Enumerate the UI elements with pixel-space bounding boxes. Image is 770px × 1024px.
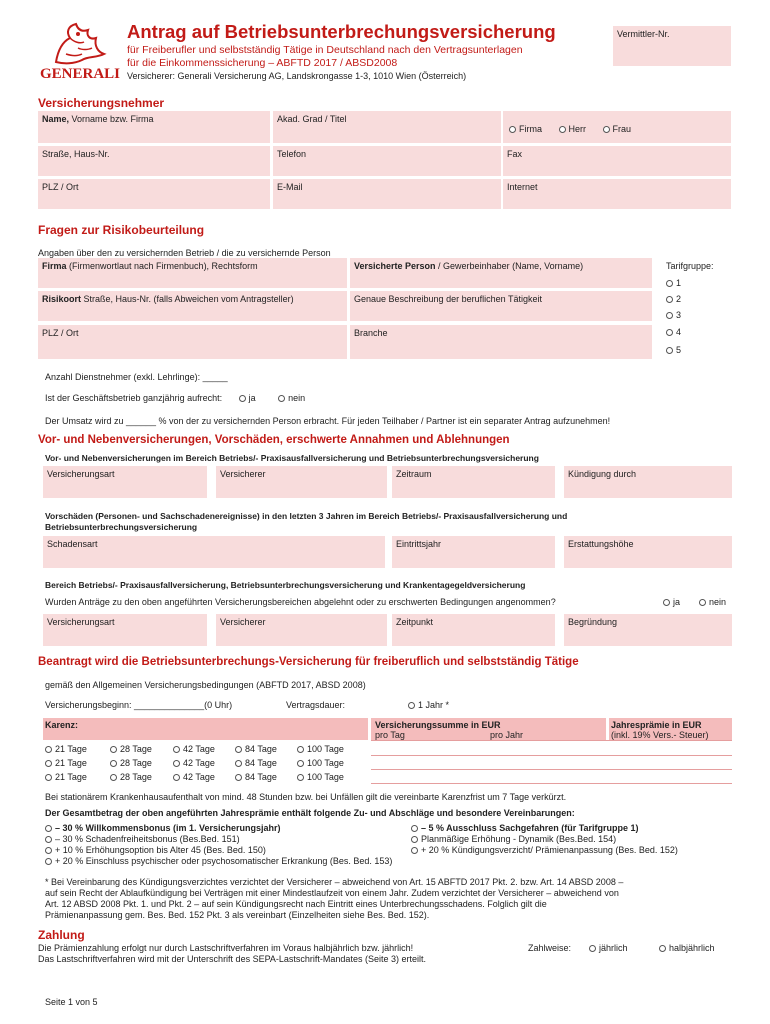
vv3-versicherer-field[interactable]: Versicherer xyxy=(216,614,387,646)
tarifgruppe-label: Tarifgruppe: xyxy=(666,261,714,271)
vv-sub1: Vor- und Nebenversicherungen im Bereich Betriebs/- Praxisausfallversicherung und Betriebsunterbrechungsversicherung xyxy=(45,453,539,463)
vv1-kuendigung-field[interactable]: Kündigung durch xyxy=(564,466,732,498)
karenz-row-2 xyxy=(45,758,344,768)
page-number: Seite 1 von 5 xyxy=(45,997,98,1007)
zahlweise-jaehrlich-radio[interactable]: jährlich xyxy=(589,943,628,953)
karenz-opt[interactable]: 28 Tage xyxy=(110,772,152,782)
stationaer-note: Bei stationärem Krankenhausaufenthalt von mind. 48 Stunden bzw. bei Unfällen gilt die vereinbarte Karenzfrist um 7 Tage verkürzt. xyxy=(45,792,567,802)
footnote-line-4: Prämienanpassung gem. Bes. Bed. 152 Pkt. 3 als vereinbart (Einzelheiten siehe Bes. Bed. 152). xyxy=(45,910,430,920)
footnote-line-1: * Bei Vereinbarung des Kündigungsverzichtes verzichtet der Versicherer – abweichend von Art. 15 ABFTD 2017 Pkt. 2. bzw. Art. 14 ABSD 2008 – xyxy=(45,877,624,887)
vs-header: Versicherungssumme in EUR pro Tag pro Jahr xyxy=(371,718,606,740)
vv-sub2-line1: Vorschäden (Personen- und Sachschadenereignisse) in den letzten 3 Jahren im Bereich Betriebs/- Praxisausfallversicherung und xyxy=(45,511,568,521)
karenz-opt[interactable]: 100 Tage xyxy=(297,772,344,782)
versicherte-person-field[interactable]: Versicherte Person / Gewerbeinhaber (Name, Vorname) xyxy=(350,258,652,288)
vv-sub3: Bereich Betriebs/- Praxisausfallversicherung, Betriebsunterbrechungsversicherung und Krankentagegeldversicherung xyxy=(45,580,526,590)
karenz-opt[interactable]: 84 Tage xyxy=(235,772,277,782)
vertragsdauer-label: Vertragsdauer: xyxy=(286,700,346,710)
gesamtbetrag-note: Der Gesamtbetrag der oben angeführten Jahresprämie enthält folgende Zu- und Abschläge und besondere Vereinbarungen: xyxy=(45,808,575,818)
karenz-row-3 xyxy=(45,772,344,782)
anrede-firma-radio[interactable]: Firma xyxy=(509,124,542,134)
beschreibung-field[interactable]: Genaue Beschreibung der beruflichen Tätigkeit xyxy=(350,291,652,321)
section-heading-risiko: Fragen zur Risikobeurteilung xyxy=(38,223,205,237)
name-label-bold: Name, xyxy=(42,114,70,124)
karenz-header: Karenz: xyxy=(43,718,368,740)
internet-field[interactable] xyxy=(503,179,731,209)
karenz-opt[interactable]: 42 Tage xyxy=(173,772,215,782)
insurer-line: Versicherer: Generali Versicherung AG, Landskrongasse 1-3, 1010 Wien (Österreich) xyxy=(127,71,467,81)
vv-sub2-line2: Betriebsunterbrechungsversicherung xyxy=(45,522,198,532)
ein-jahr-radio[interactable]: 1 Jahr * xyxy=(408,700,449,710)
footnote-line-3: Art. 12 ABSD 2008 Pkt. 1. und Pkt. 2 – auf sein Kündigungsrecht nach Eintritt eines Unterbrechungsschadens. Folglich gilt die xyxy=(45,899,547,909)
zuschlag-opt-right-3[interactable]: + 20 % Kündigungsverzicht/ Prämienanpassung (Bes. Bed. 152) xyxy=(411,845,678,855)
anrede-herr-radio[interactable]: Herr xyxy=(559,124,587,134)
jp-header: Jahresprämie in EUR (inkl. 19% Vers.- Steuer) xyxy=(609,718,732,740)
generali-logo xyxy=(38,22,120,84)
karenz-opt[interactable]: 100 Tage xyxy=(297,758,344,768)
fax-field[interactable] xyxy=(503,146,731,176)
anrede-field xyxy=(503,111,731,143)
ganzjaehrig-row: Ist der Geschäftsbetrieb ganzjährig aufrecht: ja nein xyxy=(45,393,306,403)
vv1-versicherungsart-field[interactable]: Versicherungsart xyxy=(43,466,207,498)
vermittler-label: Vermittler-Nr. xyxy=(617,29,670,39)
zahlweise-halbjaehrlich-radio[interactable]: halbjährlich xyxy=(659,943,715,953)
ablehnung-question-row: Wurden Anträge zu den oben angeführten Versicherungsbereichen abgelehnt oder zu erschwerten Bedingungen angenommen? ja nein xyxy=(45,597,727,607)
risiko-plz-ort-field[interactable]: PLZ / Ort xyxy=(38,325,347,359)
ablehnung-nein-radio[interactable]: nein xyxy=(699,597,726,607)
plz-ort-field[interactable] xyxy=(38,179,270,209)
section-heading-vorversicherungen: Vor- und Nebenversicherungen, Vorschäden, erschwerte Annahmen und Ablehnungen xyxy=(38,434,510,446)
karenz-opt[interactable]: 42 Tage xyxy=(173,744,215,754)
erstattungshoehe-field[interactable]: Erstattungshöhe xyxy=(564,536,732,568)
fax-label: Fax xyxy=(507,149,523,159)
name-label-rest: Vorname bzw. Firma xyxy=(69,114,154,124)
tarif-radio-4[interactable]: 4 xyxy=(666,327,681,337)
subtitle-line-2: für die Einkommenssicherung – ABFTD 2017 / ABSD2008 xyxy=(127,57,398,69)
schadensart-field[interactable]: Schadensart xyxy=(43,536,385,568)
karenz-opt[interactable]: 84 Tage xyxy=(235,758,277,768)
karenz-opt[interactable]: 28 Tage xyxy=(110,758,152,768)
karenz-opt[interactable]: 100 Tage xyxy=(297,744,344,754)
ganzjaehrig-nein-radio[interactable]: nein xyxy=(278,393,305,403)
telefon-label: Telefon xyxy=(277,149,307,159)
ablehnung-ja-radio[interactable]: ja xyxy=(663,597,680,607)
umsatz-row[interactable]: Der Umsatz wird zu ______ % von der zu versichernden Person erbracht. Für jeden Teilhaber / Partner ist ein separater Antrag aufzunehmen! xyxy=(45,416,611,426)
vv3-begruendung-field[interactable]: Begründung xyxy=(564,614,732,646)
firma-field[interactable]: Firma (Firmenwortlaut nach Firmenbuch), Rechtsform xyxy=(38,258,347,288)
risikoort-field[interactable]: Risikoort Straße, Haus-Nr. (falls Abweichen vom Antragsteller) xyxy=(38,291,347,321)
karenz-opt[interactable]: 21 Tage xyxy=(45,744,87,754)
branche-field[interactable]: Branche xyxy=(350,325,652,359)
karenz-opt[interactable]: 84 Tage xyxy=(235,744,277,754)
karenz-opt[interactable]: 21 Tage xyxy=(45,772,87,782)
tarif-radio-2[interactable]: 2 xyxy=(666,294,681,304)
vermittler-field[interactable] xyxy=(613,26,731,66)
karenz-opt[interactable]: 21 Tage xyxy=(45,758,87,768)
akad-grad-label: Akad. Grad / Titel xyxy=(277,114,347,124)
zuschlag-opt-left-2[interactable]: – 30 % Schadenfreiheitsbonus (Bes.Bed. 151) xyxy=(45,834,240,844)
karenz-row-1 xyxy=(45,744,344,754)
section-heading-beantragt: Beantragt wird die Betriebsunterbrechungs-Versicherung für freiberuflich und selbstständig Tätige xyxy=(38,656,579,668)
zuschlag-opt-right-1[interactable]: – 5 % Ausschluss Sachgefahren (für Tarifgruppe 1) xyxy=(411,823,639,833)
strasse-label: Straße, Haus-Nr. xyxy=(42,149,110,159)
footnote-line-2: auf sein Recht der Ablaufkündigung bei Verträgen mit einer Mindestlaufzeit von einem Jahr. Zudem verzichtet der Versicherer – abweichend von xyxy=(45,888,619,898)
logo-wordmark: GENERALI xyxy=(40,66,121,82)
email-label: E-Mail xyxy=(277,182,303,192)
strasse-field[interactable] xyxy=(38,146,270,176)
versicherungsbeginn-row[interactable]: Versicherungsbeginn: ______________(0 Uhr) xyxy=(45,700,233,710)
zuschlag-opt-right-2[interactable]: Planmäßige Erhöhung - Dynamik (Bes.Bed. 154) xyxy=(411,834,616,844)
karenz-opt[interactable]: 28 Tage xyxy=(110,744,152,754)
dienstnehmer-row[interactable]: Anzahl Dienstnehmer (exkl. Lehrlinge): _____ xyxy=(45,372,228,382)
page-title: Antrag auf Betriebsunterbrechungsversicherung xyxy=(127,21,556,42)
risiko-intro: Angaben über den zu versichernden Betrieb / die zu versichernde Person xyxy=(38,248,331,258)
section-heading-versicherungsnehmer: Versicherungsnehmer xyxy=(38,96,165,110)
vv1-versicherer-field[interactable]: Versicherer xyxy=(216,466,387,498)
tarif-radio-1[interactable]: 1 xyxy=(666,278,681,288)
lion-logo-icon xyxy=(48,22,108,66)
gemaess-line: gemäß den Allgemeinen Versicherungsbedingungen (ABFTD 2017, ABSD 2008) xyxy=(45,680,366,690)
telefon-field[interactable] xyxy=(273,146,501,176)
zahlweise-label: Zahlweise: xyxy=(528,943,572,953)
karenz-opt[interactable]: 42 Tage xyxy=(173,758,215,768)
vv1-zeitraum-field[interactable]: Zeitraum xyxy=(392,466,555,498)
anrede-frau-radio[interactable]: Frau xyxy=(603,124,632,134)
vv3-zeitpunkt-field[interactable]: Zeitpunkt xyxy=(392,614,555,646)
zuschlag-opt-left-4[interactable]: + 20 % Einschluss psychischer oder psychosomatischer Erkrankung (Bes. Bed. 153) xyxy=(45,856,392,866)
zuschlag-opt-left-3[interactable]: + 10 % Erhöhungsoption bis Alter 45 (Bes. Bed. 150) xyxy=(45,845,266,855)
name-field[interactable] xyxy=(38,111,270,143)
plz-ort-label: PLZ / Ort xyxy=(42,182,79,192)
zahlung-line-1: Die Prämienzahlung erfolgt nur durch Lastschriftverfahren im Voraus halbjährlich bzw. jährlich! xyxy=(38,943,414,953)
zahlung-line-2: Das Lastschriftverfahren wird mit der Unterschrift des SEPA-Lastschrift-Mandates (Seite 3) erteilt. xyxy=(38,954,426,964)
internet-label: Internet xyxy=(507,182,538,192)
vv3-versicherungsart-field[interactable]: Versicherungsart xyxy=(43,614,207,646)
subtitle-line-1: für Freiberufler und selbstständig Tätige in Deutschland nach den Vertragsunterlagen xyxy=(127,44,523,56)
ganzjaehrig-ja-radio[interactable]: ja xyxy=(239,393,256,403)
section-heading-zahlung: Zahlung xyxy=(38,928,85,942)
email-field[interactable] xyxy=(273,179,501,209)
tarif-radio-3[interactable]: 3 xyxy=(666,310,681,320)
tarif-radio-5[interactable]: 5 xyxy=(666,345,681,355)
akad-grad-field[interactable] xyxy=(273,111,501,143)
eintrittsjahr-field[interactable]: Eintrittsjahr xyxy=(392,536,555,568)
zuschlag-opt-left-1[interactable]: – 30 % Willkommensbonus (im 1. Versicherungsjahr) xyxy=(45,823,281,833)
